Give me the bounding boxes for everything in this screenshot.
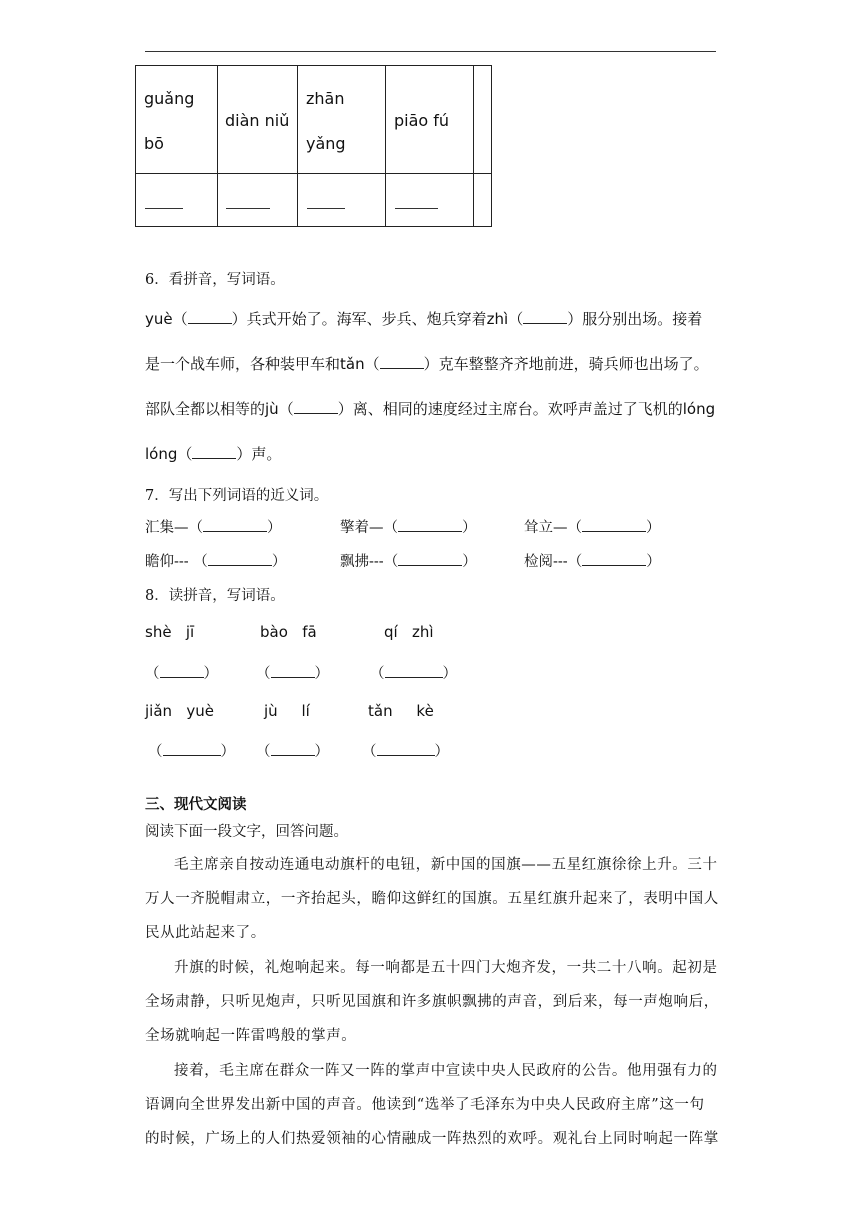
paren-close: ） [462,520,477,536]
pinyin-text: tǎn [340,355,365,373]
q8-answer-3 [370,662,457,683]
table-col-divider [385,65,386,227]
synonym-item [524,516,661,537]
q8-answer-6 [362,740,449,761]
passage-line: 毛主席亲自按动连通电动旗杆的电钮，新中国的国旗——五星红旗徐徐上升。三十 [174,857,718,873]
passage-line: 语调向全世界发出新中国的声音。他读到“选举了毛泽东为中央人民政府主席”这一句 [145,1097,705,1113]
section-3-heading: 三、现代文阅读 [145,797,247,813]
answer-blank[interactable] [208,552,272,566]
q8-pinyin-5: jù lí [264,702,310,720]
q8-answer-1 [145,662,218,683]
q8-answer-5 [256,740,329,761]
pinyin-text: zhì [486,310,509,328]
q8-pinyin-2: bào fā [260,623,317,641]
paren-open: （ [177,445,193,463]
table-col-divider [473,65,474,227]
q8-pinyin-4: jiǎn yuè [145,702,214,720]
question-6-line-2 [145,353,709,374]
paren-close: ） [646,520,661,536]
q8-pinyin-6: tǎn kè [368,702,434,720]
synonym-word: 瞻仰--- （ [145,554,208,570]
pinyin-text: lóng [145,445,178,463]
question-text: 是一个战车师，各种装甲车和 [145,355,341,373]
paren-open: （ [148,744,163,760]
paren-open: （ [370,666,385,682]
answer-blank[interactable] [582,552,646,566]
question-6-line-1 [145,308,702,329]
answer-blank[interactable] [271,742,315,756]
synonym-item [145,550,286,571]
answer-blank[interactable] [271,664,315,678]
answer-blank[interactable] [380,355,424,369]
question-text: ）兵式开始了。海军、步兵、炮兵穿着 [231,310,487,328]
table-border-bottom [135,226,492,227]
synonym-word: 耸立—（ [524,520,582,536]
passage-line: 接着，毛主席在群众一阵又一阵的掌声中宣读中央人民政府的公告。他用强有力的 [174,1063,718,1079]
question-text: ）声。 [236,445,282,463]
passage-line: 民从此站起来了。 [145,925,266,941]
pinyin-table [135,65,492,227]
answer-blank[interactable] [188,310,232,324]
answer-blank[interactable] [523,310,567,324]
answer-blank[interactable] [203,518,267,532]
synonym-item [145,516,282,537]
answer-blank[interactable] [398,518,462,532]
pinyin-cell-4: piāo fú [394,111,450,130]
answer-blank-3[interactable] [307,208,345,209]
synonym-item [524,550,661,571]
paren-open: （ [364,355,380,373]
q8-pinyin-3: qí zhì [384,623,434,641]
pinyin-text: jù [265,400,279,418]
answer-blank[interactable] [377,742,435,756]
question-6-line-4 [145,443,281,464]
paren-close: ） [646,554,661,570]
question-text: ）克车整整齐齐地前进，骑兵师也出场了。 [423,355,709,373]
table-col-divider [217,65,218,227]
synonym-word: 检阅---（ [524,554,583,570]
paren-open: （ [508,310,524,328]
synonym-word: 擎着—（ [340,520,398,536]
passage-line: 的时候，广场上的人们热爱领袖的心情融成一阵热烈的欢呼。观礼台上同时响起一阵掌 [145,1131,719,1147]
synonym-word: 汇集—（ [145,520,203,536]
answer-blank[interactable] [398,552,462,566]
synonym-word: 飘拂---（ [340,554,399,570]
paren-close: ） [462,554,477,570]
pinyin-cell-1-line2: bō [144,134,164,153]
header-rule [145,51,716,52]
paren-close: ） [442,666,457,682]
answer-blank[interactable] [163,742,221,756]
table-col-divider [297,65,298,227]
table-border-right [491,65,492,227]
passage-line: 全场肃静，只听见炮声，只听见国旗和许多旗帜飘拂的声音，到后来，每一声炮响后， [145,994,719,1010]
paren-open: （ [145,666,160,682]
pinyin-cell-3-line2: yǎng [306,134,346,153]
answer-blank[interactable] [160,664,204,678]
table-border-left [135,65,136,227]
question-text: ）离、相同的速度经过主席台。欢呼声盖过了飞机的 [337,400,683,418]
answer-blank-4[interactable] [395,208,438,209]
paren-open: （ [278,400,294,418]
synonym-item [340,516,477,537]
paren-open: （ [256,666,271,682]
answer-blank-2[interactable] [226,208,270,209]
pinyin-cell-2: diàn niǔ [225,111,290,130]
question-text: 部队全都以相等的 [145,400,266,418]
q8-pinyin-1: shè jī [145,623,195,641]
question-6-title: 6．看拼音，写词语。 [145,272,285,288]
passage-line: 全场就响起一阵雷鸣般的掌声。 [145,1028,357,1044]
paren-close: ） [434,744,449,760]
passage-line: 升旗的时候，礼炮响起来。每一响都是五十四门大炮齐发，一共二十八响。起初是 [174,960,718,976]
answer-blank[interactable] [192,445,236,459]
answer-blank[interactable] [385,664,443,678]
paren-close: ） [220,744,235,760]
paren-open: （ [256,744,271,760]
paren-close: ） [203,666,218,682]
answer-blank[interactable] [582,518,646,532]
synonym-item [340,550,477,571]
paren-open: （ [172,310,188,328]
question-text: ）服分别出场。接着 [567,310,703,328]
pinyin-cell-1-line1: guǎng [144,89,195,108]
passage-line: 万人一齐脱帽肃立，一齐抬起头，瞻仰这鲜红的国旗。五星红旗升起来了，表明中国人 [145,891,719,907]
pinyin-text: yuè [145,310,173,328]
paren-close: ） [267,520,282,536]
paren-close: ） [314,666,329,682]
paren-close: ） [314,744,329,760]
table-border-top [135,65,492,66]
answer-blank-1[interactable] [145,208,183,209]
q8-answer-2 [256,662,329,683]
section-3-instruction: 阅读下面一段文字，回答问题。 [145,824,348,840]
paren-open: （ [362,744,377,760]
answer-blank[interactable] [294,400,338,414]
pinyin-cell-3-line1: zhān [306,89,345,108]
question-8-title: 8．读拼音，写词语。 [145,588,285,604]
question-7-title: 7．写出下列词语的近义词。 [145,488,329,504]
table-row-divider [135,173,492,174]
question-6-line-3 [145,398,715,419]
q8-answer-4 [148,740,235,761]
paren-close: ） [271,554,287,570]
pinyin-text: lóng [682,400,716,418]
